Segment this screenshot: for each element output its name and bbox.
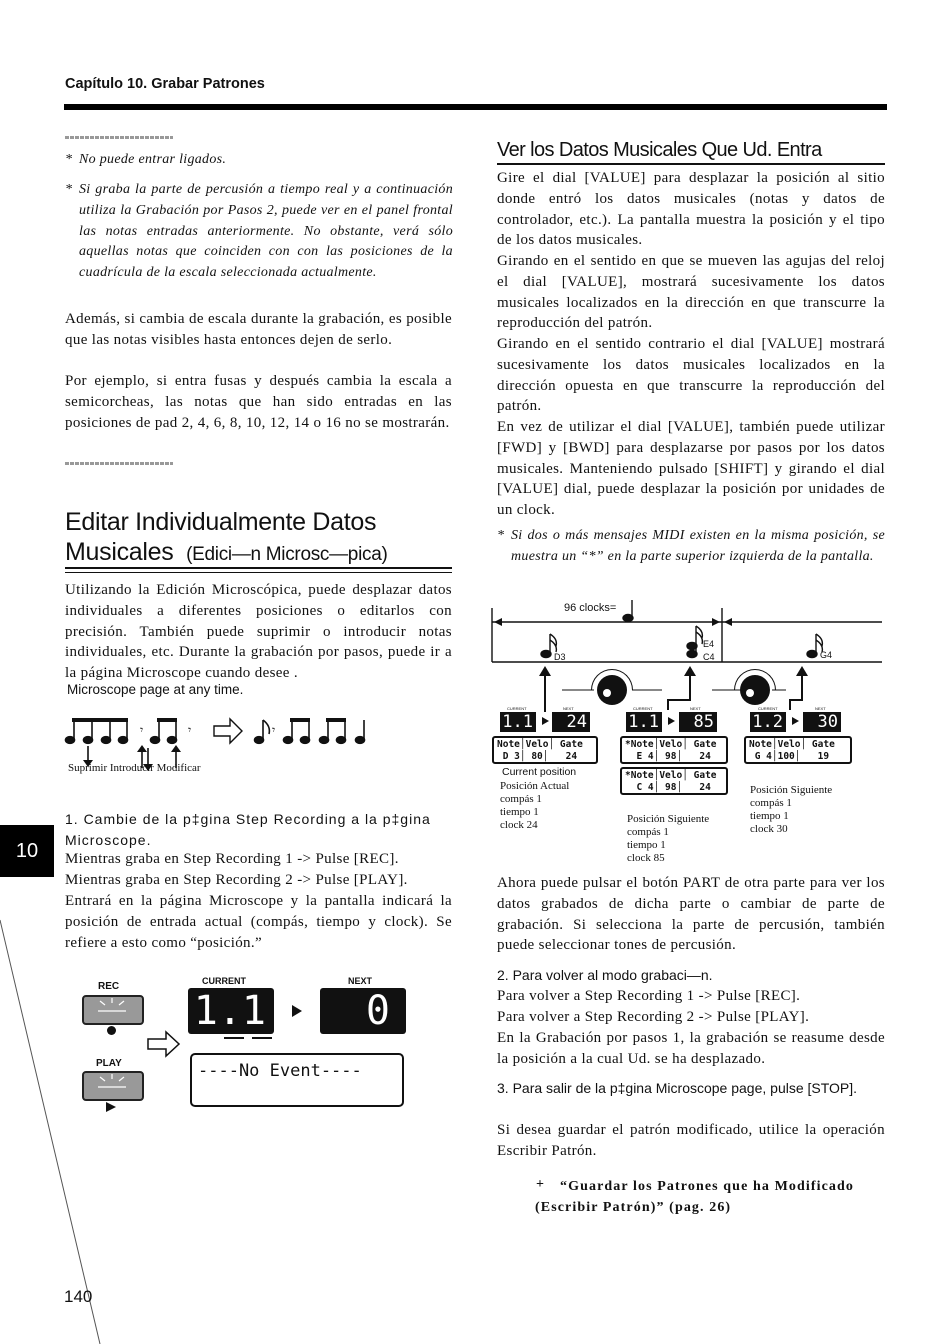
- lcd-no-event: ----No Event----: [190, 1053, 404, 1107]
- note-c4: C4: [703, 652, 715, 662]
- caption1-line3: tiempo 1: [500, 806, 539, 818]
- current-display: 1.1: [188, 988, 274, 1034]
- d2-next-display: 85: [679, 712, 717, 732]
- d3-next-display: 30: [803, 712, 841, 732]
- right-paragraph-2: Girando en el sentido en que se mueven las agujas del reloj el dial [VALUE], mostrará sucesivamente los datos musicales localizados en la dirección en que transcurre la reproducción del patrón.: [497, 253, 885, 332]
- intro-paragraph: Utilizando la Edición Microscópica, puede desplazar datos individuales a diferentes posiciones o editarlos con precisión. También puede suprimir o introducir notas individuales, etc. Durante la grabación por pasos, puede ir a la página Microscope cuando desee .: [65, 582, 452, 682]
- hollow-arrow-icon: [146, 1030, 182, 1058]
- paragraph-scale-change: Además, si cambia de escala durante la grabación, es posible que las notas visibles hasta entonces dejen de serlo.: [65, 311, 452, 348]
- caption3-line3: tiempo 1: [750, 810, 789, 822]
- note-percussion: * Si graba la parte de percusión a tiempo real y a continuación utiliza la Grabación por Pasos 2, puede ver en el panel frontal las notas entradas anteriormente. No obstante, verá sólo aquellas notas que coinciden con con las posiciones de la cuadrícula de la escala seleccionada actualmente.: [65, 182, 453, 281]
- reference-symbol: +: [536, 1177, 544, 1192]
- rec-circle-icon: [107, 1026, 116, 1035]
- note-divider-top: [65, 136, 173, 139]
- caption1-line1: Posición Actual: [500, 780, 570, 792]
- d1-arrow-icon: [542, 717, 549, 725]
- value-dial-2-dot: [746, 689, 754, 697]
- chapter-side-tab: 10: [0, 825, 54, 877]
- step1-line2: Mientras graba en Step Recording 2 -> Pulse [PLAY].: [65, 872, 408, 888]
- note-ligados: * No puede entrar ligados.: [65, 152, 227, 167]
- step2-title: 2. Para volver al modo grabaci—n.: [497, 967, 713, 983]
- next-display: 0: [320, 988, 406, 1034]
- d3-arrow-icon: [792, 717, 799, 725]
- svg-text:𝄾: 𝄾: [188, 723, 192, 737]
- heading-sub: (Edici—n Microsc—pica): [186, 544, 388, 565]
- play-button-blink: [96, 1073, 128, 1095]
- caption2-line2: compás 1: [627, 826, 669, 838]
- right-paragraph-1: Gire el dial [VALUE] para desplazar la posición al sitio donde entró los datos musicales (notas y datos de controlador, etc.). La pantalla muestra la posición y el tipo de los datos musicales.: [497, 170, 885, 249]
- right-note-midi: * Si dos o más mensajes MIDI existen en la misma posición, se muestra un “*” en la parte superior izquierda de la pantalla.: [497, 528, 885, 564]
- caption1-line2: compás 1: [500, 793, 542, 805]
- step2-line1: Para volver a Step Recording 1 -> Pulse [REC].: [497, 988, 801, 1004]
- margin-decor-line: [0, 900, 110, 1344]
- svg-text:𝄾: 𝄾: [140, 723, 144, 737]
- d2-current-display: 1.1: [626, 712, 662, 732]
- reference-link[interactable]: “Guardar los Patrones que ha Modificado (Escribir Patrón)” (pag. 26): [535, 1179, 855, 1215]
- d1-next-display: 24: [552, 712, 590, 732]
- intro-english: Microscope page at any time.: [67, 682, 244, 697]
- paragraph-example: Por ejemplo, si entra fusas y después cambia la escala a semicorcheas, las notas que han sido entradas en las posiciones de pad 2, 4, 6, 8, 10, 12, 14 o 16 no se mostrarán.: [65, 373, 452, 431]
- step3-paragraph: Si desea guardar el patrón modificado, utilice la operación Escribir Patrón.: [497, 1122, 885, 1159]
- d2-lcd: *Note│Velo│ Gate E 4│ 98│ 24: [620, 736, 728, 764]
- clocks-label: 96 clocks=: [564, 602, 617, 614]
- caption3-line1: Posición Siguiente: [750, 784, 833, 796]
- play-label: PLAY: [96, 1058, 122, 1069]
- d1-current-display: 1.1: [500, 712, 536, 732]
- d1-next-label: NEXT: [563, 706, 574, 711]
- d3-next-label: NEXT: [815, 706, 826, 711]
- caption2-line1: Posición Siguiente: [627, 813, 710, 825]
- caption3-line2: compás 1: [750, 797, 792, 809]
- rec-label: REC: [98, 981, 120, 992]
- note-e4: E4: [703, 639, 715, 649]
- current-label: CURRENT: [202, 976, 246, 986]
- d2-next-label: NEXT: [690, 706, 701, 711]
- step1-line1: Mientras graba en Step Recording 1 -> Pulse [REC].: [65, 851, 399, 867]
- current-underline-2: [252, 1037, 272, 1039]
- diagram-labels: Suprimir Introducir Modificar: [68, 762, 201, 774]
- step2-paragraph: En la Grabación por pasos 1, la grabación se reasume desde la posición a la cual Ud. se ha desplazado.: [497, 1030, 885, 1067]
- note-divider-bottom: [65, 462, 173, 465]
- d1-current-label: CURRENT: [507, 706, 527, 711]
- section-heading-line2: [65, 538, 388, 567]
- d2-current-label: CURRENT: [633, 706, 653, 711]
- right-heading-rule: [497, 163, 885, 165]
- play-triangle-icon: [106, 1102, 116, 1112]
- note-d3: D3: [554, 652, 566, 662]
- dial-arrows: [490, 662, 886, 714]
- d3-lcd: Note│Velo│ Gate G 4│100│ 19: [744, 736, 852, 764]
- rec-button-blink: [96, 997, 128, 1019]
- d1-lcd: Note│Velo│ Gate D 3│ 80│ 24: [492, 736, 598, 764]
- svg-text:𝄾: 𝄾: [272, 723, 276, 737]
- right-paragraph-5: Ahora puede pulsar el botón PART de otra parte para ver los datos grabados de dicha parte o cambiar de parte de grabación. Si selecciona la parte de percusión, también puede seleccionar tones de percusión.: [497, 875, 885, 954]
- next-arrow-icon: [292, 1005, 302, 1017]
- heading-main: Musicales: [65, 538, 174, 566]
- step3-title: 3. Para salir de la p‡gina Microscope page, pulse [STOP].: [497, 1080, 858, 1096]
- caption2-line3: tiempo 1: [627, 839, 666, 851]
- d3-current-display: 1.2: [750, 712, 786, 732]
- d2-arrow-icon: [668, 717, 675, 725]
- page-number: 140: [64, 1287, 93, 1306]
- d3-current-label: CURRENT: [758, 706, 778, 711]
- caption3-line4: clock 30: [750, 823, 788, 835]
- right-heading: Ver los Datos Musicales Que Ud. Entra: [497, 139, 822, 161]
- chapter-header: Capítulo 10. Grabar Patrones: [65, 76, 265, 92]
- header-rule: [64, 104, 887, 110]
- section-heading-line1: Editar Individualmente Datos: [65, 508, 377, 536]
- d2b-lcd: *Note│Velo│ Gate C 4│ 98│ 24: [620, 767, 728, 795]
- note-g4: G4: [820, 650, 833, 660]
- right-paragraph-4: En vez de utilizar el dial [VALUE], también puede utilizar [FWD] y [BWD] para desplazarse por pasos por los datos musicales. Manteniendo pulsado [SHIFT] y girando el dial [VALUE] dial, puede desplazar la posición por unidades de un clock.: [497, 419, 885, 519]
- caption1-line4: clock 24: [500, 819, 538, 831]
- step1-title: 1. Cambie de la p‡gina Step Recording a la p‡gina Microscope.: [65, 811, 431, 848]
- right-paragraph-3: Girando en el sentido contrario el dial [VALUE] mostrará sucesivamente los datos musicales localizados en la dirección opuesta en que transcurre la reproducción del patrón.: [497, 336, 885, 415]
- step1-paragraph: Entrará en la página Microscope y la pantalla indicará la posición de entrada actual (compás, tiempo y clock). Se refiere a esto como “posición.”: [65, 893, 452, 951]
- caption1-en: Current position: [502, 766, 577, 778]
- next-label: NEXT: [348, 976, 373, 986]
- current-underline: [224, 1037, 244, 1039]
- heading-rule: [65, 567, 452, 569]
- value-dial-1-dot: [603, 689, 611, 697]
- heading-rule-thin: [65, 572, 452, 573]
- caption2-line4: clock 85: [627, 852, 665, 864]
- step2-line2: Para volver a Step Recording 2 -> Pulse [PLAY].: [497, 1009, 810, 1025]
